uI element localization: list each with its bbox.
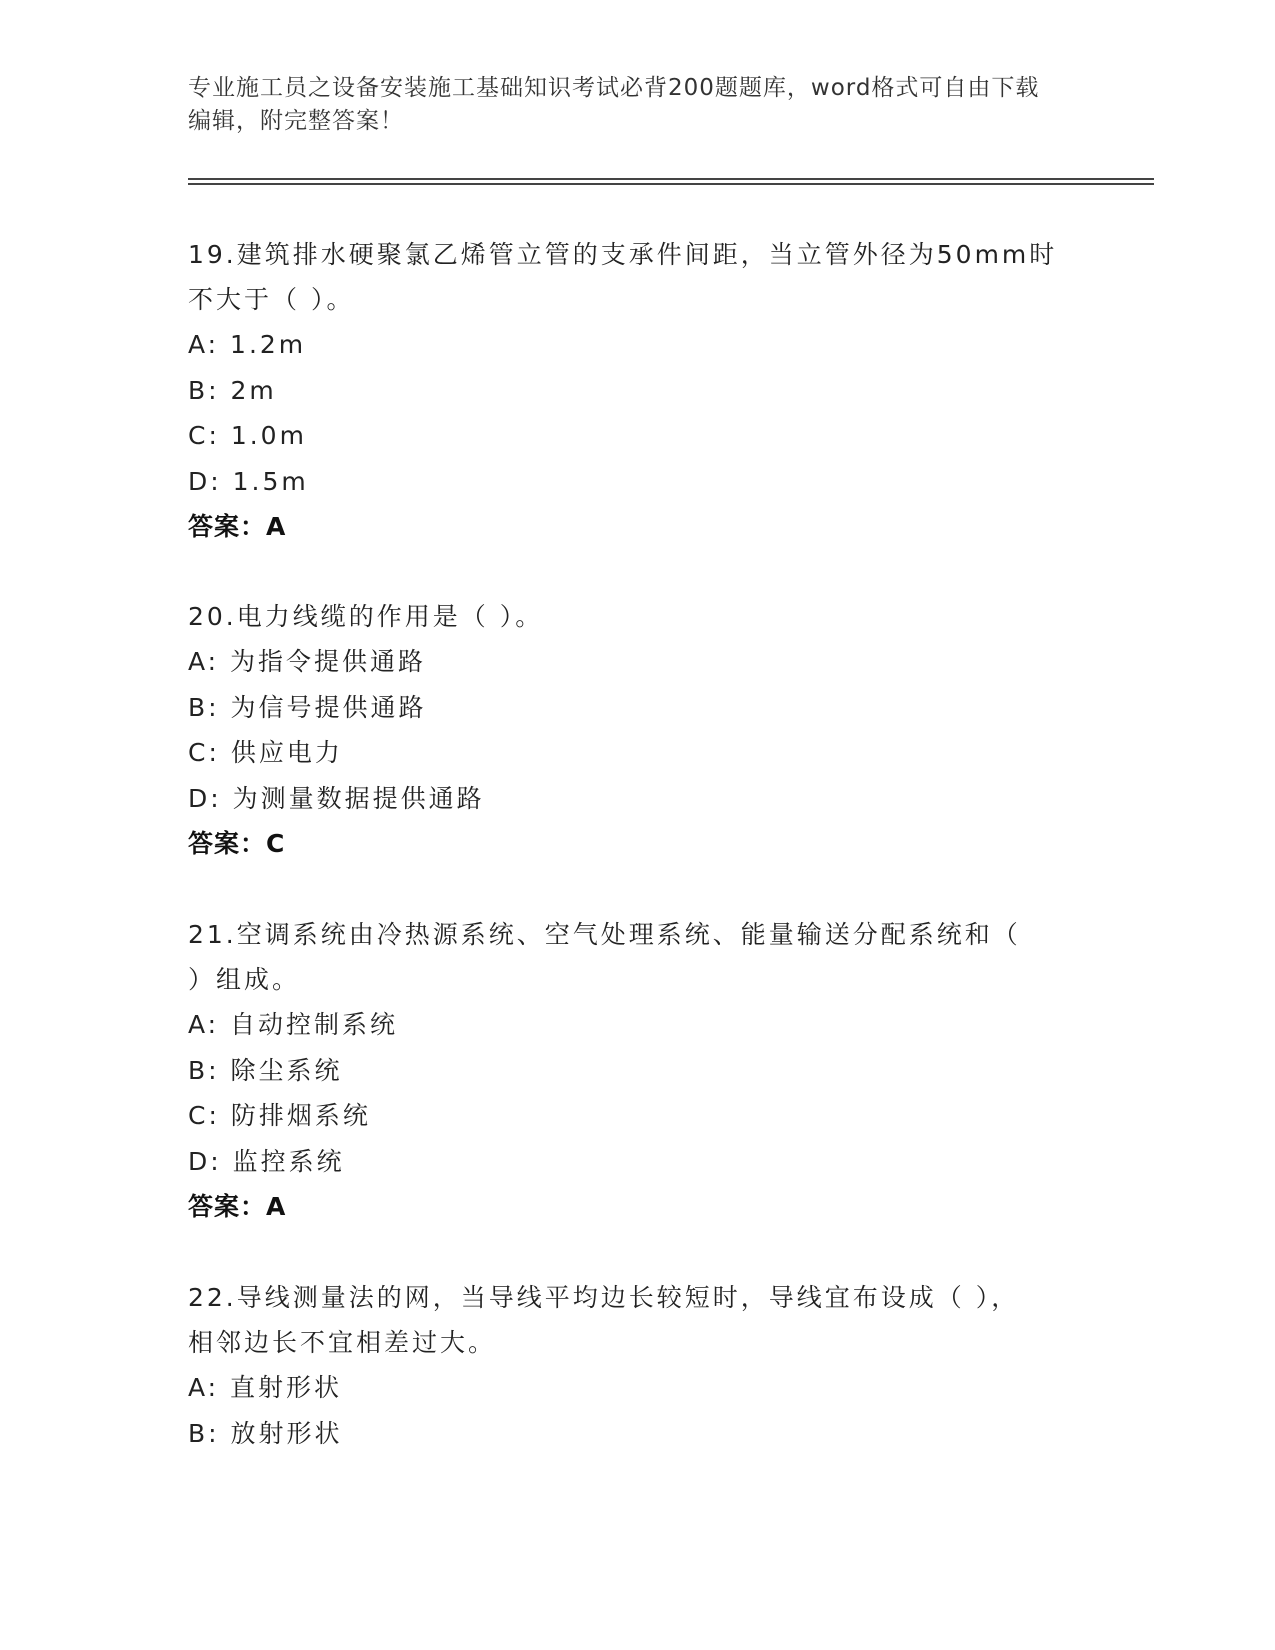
option-a: A: 直射形状: [188, 1373, 343, 1402]
question-stem-line: ）组成。: [188, 965, 301, 994]
header-line-2: 编辑，附完整答案！: [188, 108, 404, 134]
question-21: [188, 912, 1088, 1230]
option-a: A: 自动控制系统: [188, 1010, 399, 1039]
option-d: D: 监控系统: [188, 1146, 345, 1176]
header-divider-second: [188, 183, 1154, 185]
question-stem-line: 20.电力线缆的作用是（ ）。: [188, 602, 544, 631]
option-c: C: 1.0m: [188, 421, 307, 450]
answer-label: 答案：A: [188, 1192, 287, 1221]
option-d: D: 为测量数据提供通路: [188, 783, 485, 813]
option-c: C: 供应电力: [188, 738, 343, 767]
option-b: B: 为信号提供通路: [188, 692, 427, 722]
option-b: B: 放射形状: [188, 1418, 343, 1448]
answer-label: 答案：C: [188, 829, 286, 858]
question-20: [188, 594, 1088, 867]
header-divider: [188, 178, 1154, 180]
option-d: D: 1.5m: [188, 466, 309, 496]
question-stem-line: 不大于（ ）。: [188, 285, 355, 314]
option-b: B: 2m: [188, 375, 277, 405]
option-a: A: 1.2m: [188, 330, 307, 359]
option-c: C: 防排烟系统: [188, 1101, 371, 1130]
question-22: [188, 1275, 1088, 1456]
answer-label: 答案：A: [188, 512, 287, 541]
question-19: [188, 232, 1088, 550]
option-a: A: 为指令提供通路: [188, 647, 427, 676]
question-stem-line: 22.导线测量法的网，当导线平均边长较短时，导线宜布设成（ ），: [188, 1283, 1020, 1312]
question-stem-line: 19.建筑排水硬聚氯乙烯管立管的支承件间距，当立管外径为50mm时: [188, 240, 1058, 269]
header-line-1: 专业施工员之设备安装施工基础知识考试必背200题题库，word格式可自由下载: [188, 75, 1040, 101]
question-stem-line: 21.空调系统由冷热源系统、空气处理系统、能量输送分配系统和（: [188, 920, 1021, 949]
document-header: [188, 72, 1088, 138]
question-stem-line: 相邻边长不宜相差过大。: [188, 1328, 497, 1357]
option-b: B: 除尘系统: [188, 1055, 343, 1085]
